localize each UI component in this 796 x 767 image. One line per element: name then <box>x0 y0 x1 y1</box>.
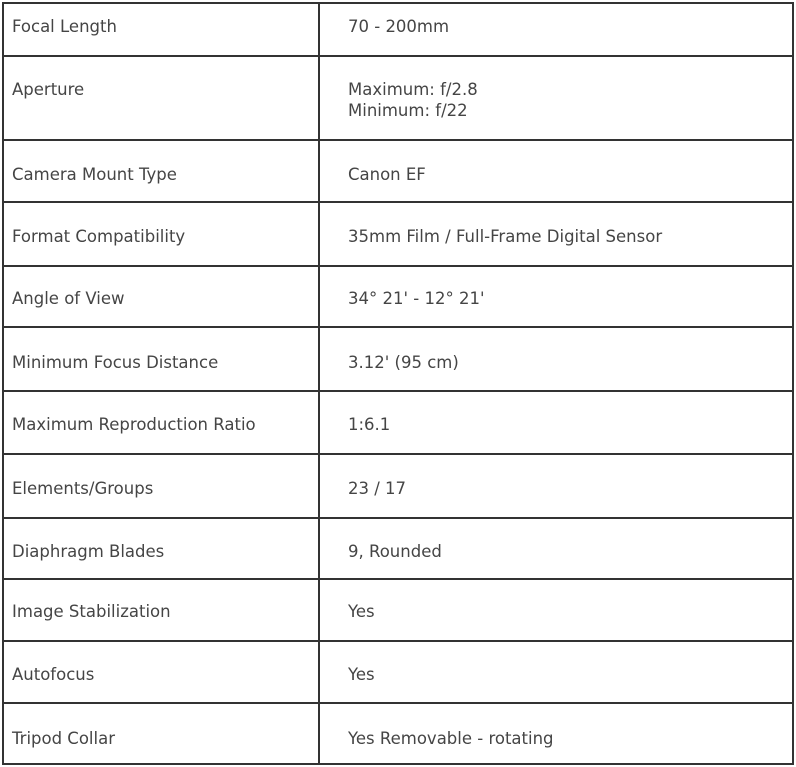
spec-label: Maximum Reproduction Ratio <box>3 391 319 454</box>
spec-value-line: 9, Rounded <box>348 542 442 561</box>
table-row <box>3 56 793 140</box>
spec-value <box>319 202 793 266</box>
table-row <box>3 266 793 327</box>
table-row <box>3 3 793 56</box>
spec-value-line: Yes Removable - rotating <box>348 729 554 748</box>
spec-value-line: Maximum: f/2.8 <box>348 80 478 99</box>
spec-label: Tripod Collar <box>3 703 319 764</box>
spec-label: Aperture <box>3 56 319 140</box>
spec-value <box>319 140 793 202</box>
spec-label: Image Stabilization <box>3 579 319 641</box>
spec-value <box>319 518 793 579</box>
spec-value <box>319 391 793 454</box>
table-row <box>3 202 793 266</box>
spec-value-line: 23 / 17 <box>348 479 407 498</box>
spec-value <box>319 327 793 391</box>
spec-label: Diaphragm Blades <box>3 518 319 579</box>
spec-value-line: 3.12' (95 cm) <box>348 353 459 372</box>
spec-label: Focal Length <box>3 3 319 56</box>
spec-value <box>319 3 793 56</box>
spec-label: Autofocus <box>3 641 319 703</box>
spec-value-line: Canon EF <box>348 165 426 184</box>
spec-label: Camera Mount Type <box>3 140 319 202</box>
spec-value-line: Yes <box>348 602 375 621</box>
specifications-table <box>2 2 794 765</box>
spec-value <box>319 641 793 703</box>
table-row <box>3 579 793 641</box>
table-row <box>3 140 793 202</box>
spec-label: Format Compatibility <box>3 202 319 266</box>
spec-value <box>319 266 793 327</box>
table-row <box>3 518 793 579</box>
table-row <box>3 327 793 391</box>
table-row <box>3 703 793 764</box>
spec-label: Elements/Groups <box>3 454 319 518</box>
spec-value-line: 34° 21' - 12° 21' <box>348 289 485 308</box>
table-row <box>3 391 793 454</box>
spec-value <box>319 579 793 641</box>
spec-value <box>319 56 793 140</box>
table-row <box>3 641 793 703</box>
spec-value-line: 70 - 200mm <box>348 17 450 36</box>
spec-value-line: Minimum: f/22 <box>348 101 468 120</box>
spec-value-line: Yes <box>348 665 375 684</box>
table-row <box>3 454 793 518</box>
spec-value <box>319 703 793 764</box>
spec-value <box>319 454 793 518</box>
spec-value-line: 1:6.1 <box>348 415 391 434</box>
spec-label: Minimum Focus Distance <box>3 327 319 391</box>
spec-label: Angle of View <box>3 266 319 327</box>
spec-value-line: 35mm Film / Full-Frame Digital Sensor <box>348 227 663 246</box>
